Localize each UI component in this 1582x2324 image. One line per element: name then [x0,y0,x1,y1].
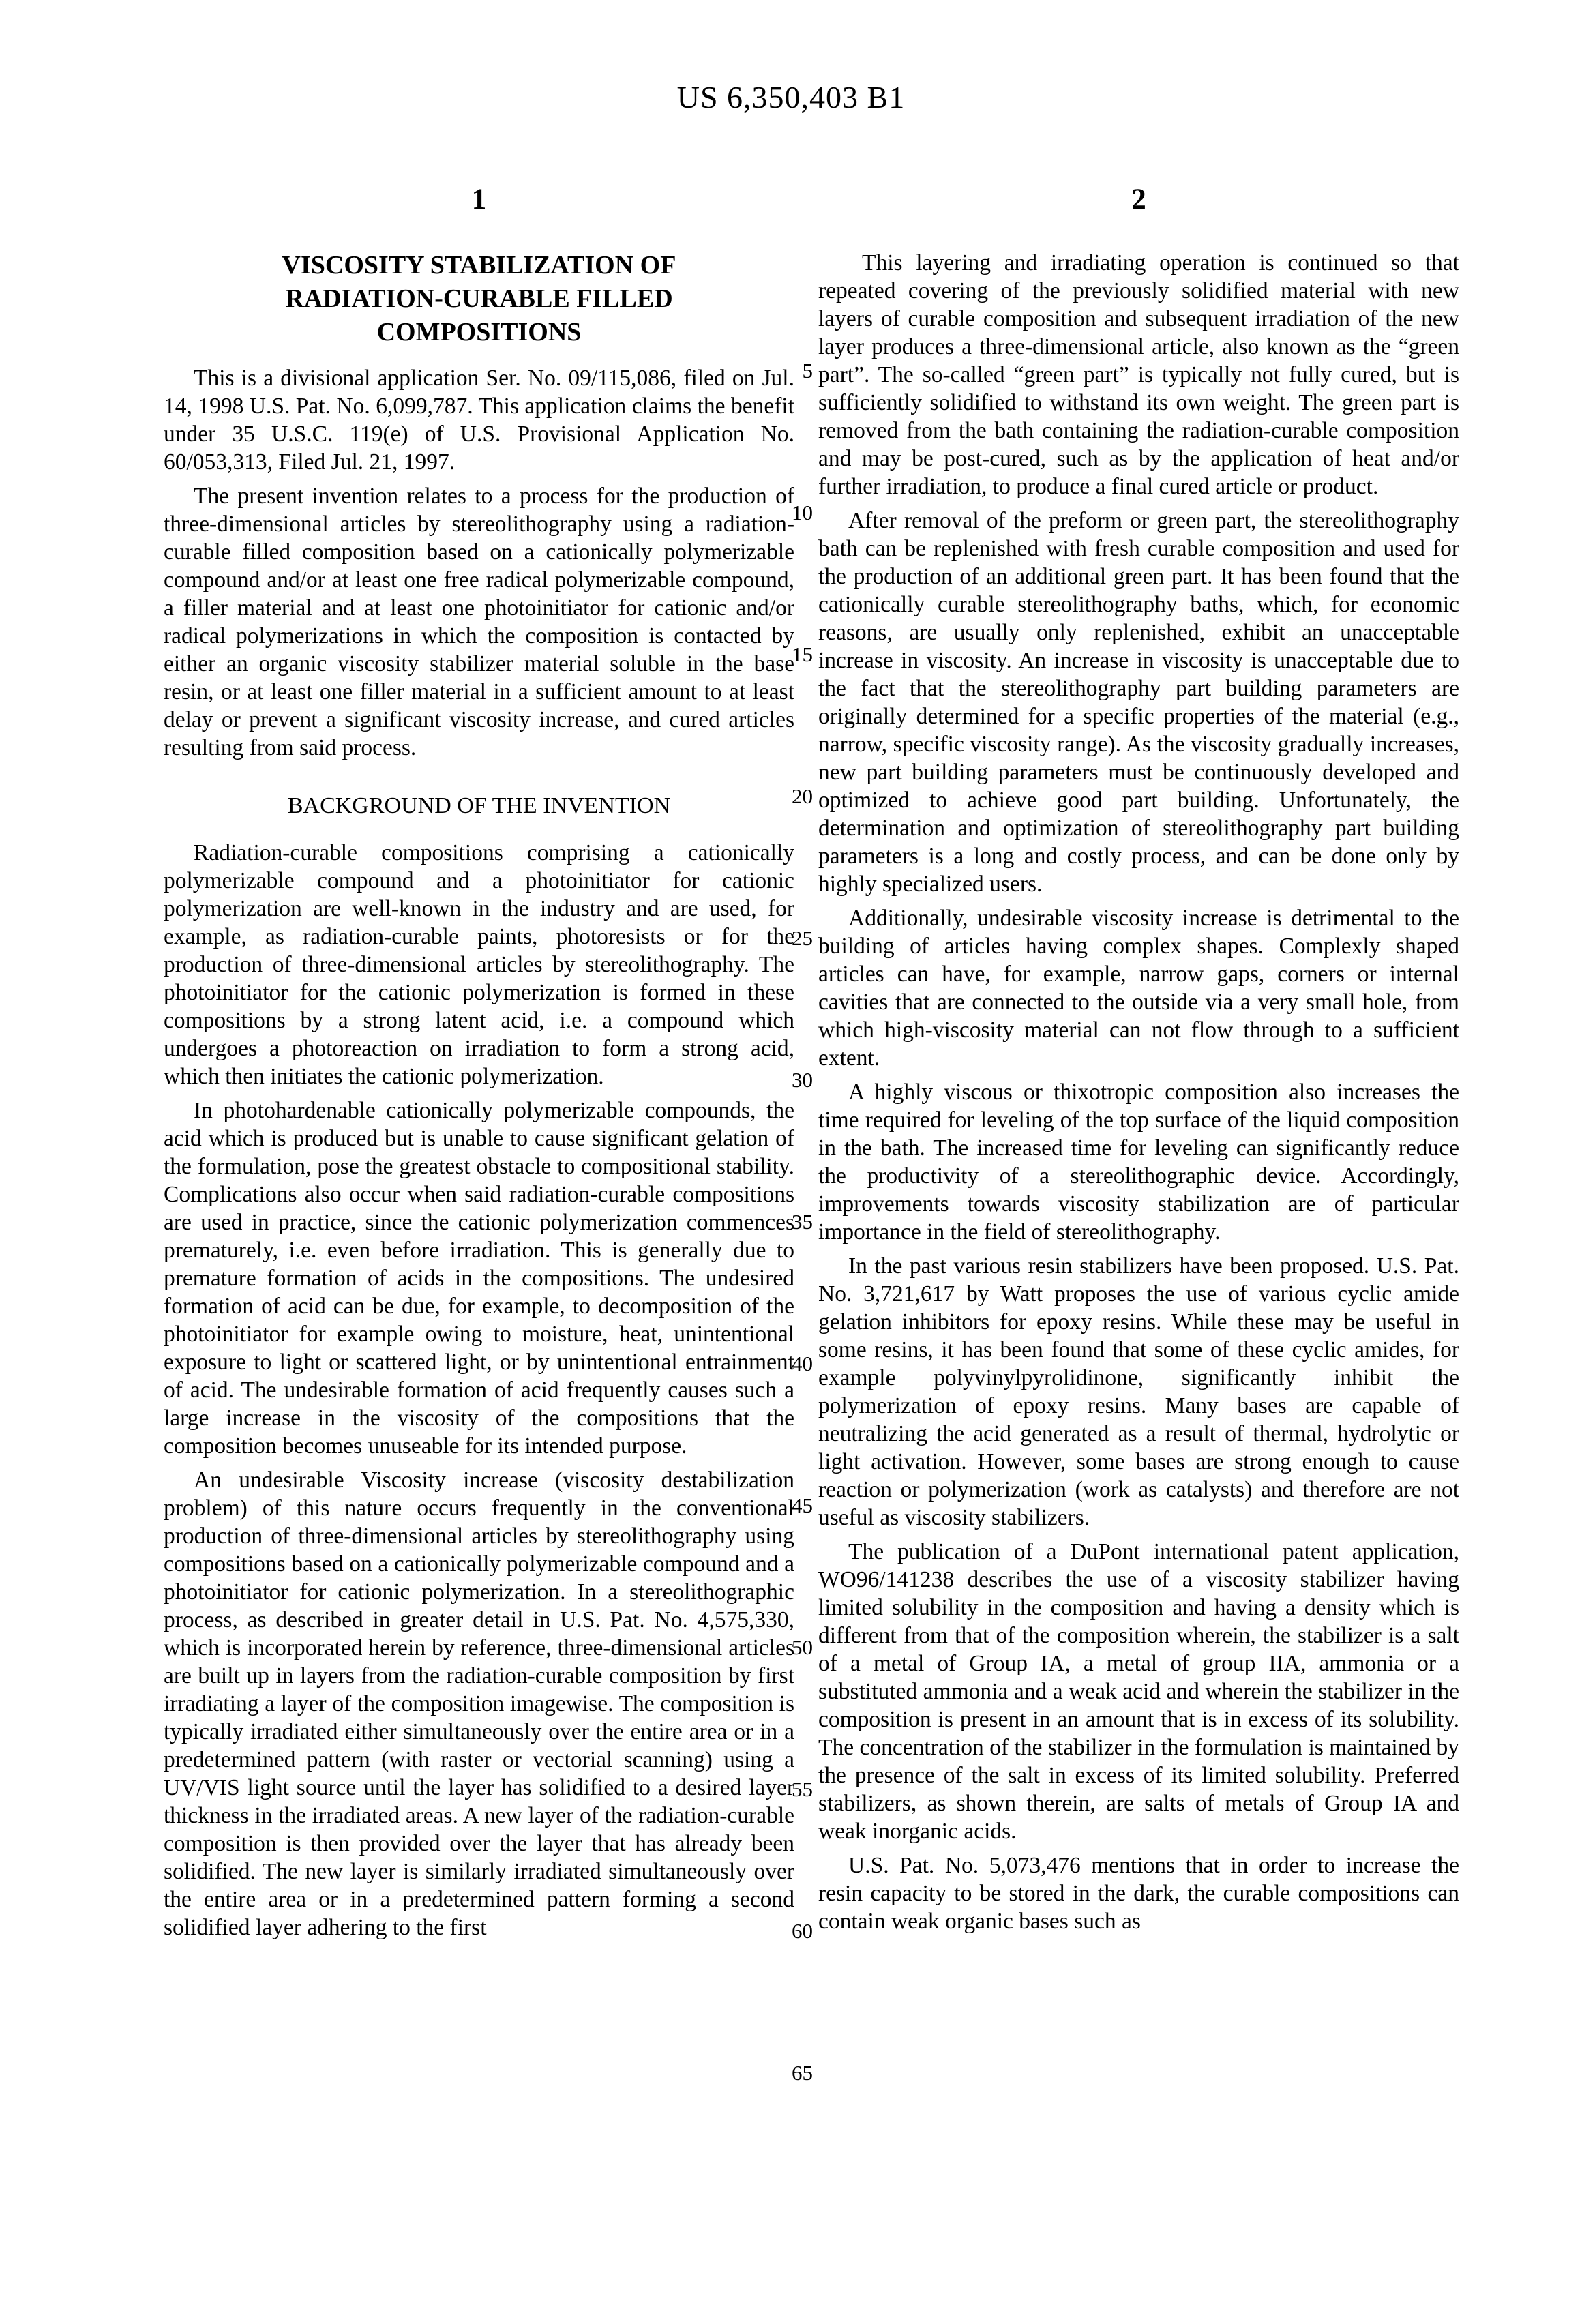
left-column [164,249,794,1941]
line-number: 10 [792,501,813,524]
line-number: 45 [792,1493,813,1517]
paragraph-viscosity-destabilization: An undesirable Viscosity increase (viscosity destabilization problem) of this nature occurs frequently in the conventional production of three-dimensional articles by stereolithography using compositions based on a cationically polymerizable compound and a photoinitiator for cationic polymerization. In a stereolithographic process, as described in greater detail in U.S. Pat. No. 4,575,330, which is incorporated herein by reference, three-dimensional articles are built up in layers from the radiation-curable composition by first irradiating a layer of the composition imagewise. The composition is typically irradiated either simultaneously over the entire area or in a predetermined pattern (with raster or vectorial scanning) using a UV/VIS light source until the layer has solidified to a desired layer thickness in the irradiated areas. A new layer of the radiation-curable composition is then provided over the layer that has already been solidified. The new layer is similarly irradiated simultaneously over the entire area or in a predetermined pattern forming a second solidified layer adhering to the first [164,1468,794,1940]
paragraph-divisional-application: This is a divisional application Ser. No. 09/115,086, filed on Jul. 14, 1998 U.S. Pat. No. 6,099,787. This application claims the benefit under 35 U.S.C. 119(e) of U.S. Provisional Application No. 60/053,313, Filed Jul. 21, 1997. [164,366,794,475]
line-number: 65 [792,2061,813,2085]
right-column [818,249,1459,1935]
paragraph-invention-summary: The present invention relates to a process for the production of three-dimensional articles by stereolithography using a radiation-curable filled composition based on a cationically polymerizable compound and/or at least one free radical polymerizable compound, a filler material and at least one photoinitiator for cationic and/or radical polymerizations in which the composition is contacted by either an organic viscosity stabilizer material soluble in the base resin, or at least one filler material in a sufficient amount to at least delay or prevent a significant viscosity increase, and cured articles resulting from said process. [164,483,794,760]
line-number: 20 [792,784,813,808]
patent-number-header: US 6,350,403 B1 [676,80,906,115]
paragraph-radiation-curable-compositions: Radiation-curable compositions comprising a cationically polymerizable compound and a photoinitiator for cationic polymerization are well-known in the industry and are used, for example, as radiation-curable paints, photoresists or for the production of three-dimensional articles by stereolithography. The photoinitiator for the cationic polymerization is formed in these compositions by a strong latent acid, i.e. a compound which undergoes a photoreaction on irradiation to form a strong acid, which then initiates the cationic polymerization. [164,840,794,1089]
line-number: 15 [792,642,813,666]
paragraph-dark-storage: U.S. Pat. No. 5,073,476 mentions that in order to increase the resin capacity to be stored in the dark, the curable compositions can contain weak organic bases such as [818,1853,1459,1934]
paragraph-dupont-application: The publication of a DuPont international patent application, WO96/141238 describes the use of a viscosity stabilizer having limited solubility in the composition and having a density which is different from that of the composition wherein, the stabilizer is a salt of a metal of Group IA, a metal of group IIA, ammonia or a substituted ammonia and a weak acid and wherein the stabilizer in the composition is present in an amount that is in excess of its solubility. The concentration of the stabilizer in the formulation is maintained by the presence of the salt in excess of its limited solubility. Preferred stabilizers, as shown therein, are salts of metals of Group IA and weak inorganic acids. [818,1539,1459,1844]
line-number: 25 [792,926,813,950]
paragraph-leveling-time: A highly viscous or thixotropic composition also increases the time required for leveling of the top surface of the liquid composition in the bath. The increased time for leveling can significantly reduce the productivity of a stereolithographic device. Accordingly, improvements towards viscosity stabilization are of particular importance in the field of stereolithography. [818,1079,1459,1245]
line-number: 60 [792,1919,813,1943]
column-number-2: 2 [1131,183,1146,215]
invention-title: VISCOSITY STABILIZATION OF RADIATION-CURABLE FILLED COMPOSITIONS [282,251,676,346]
paragraph-complex-shapes: Additionally, undesirable viscosity increase is detrimental to the building of articles having complex shapes. Complexly shaped articles can have, for example, narrow gaps, corners or internal cavities that are connected to the outside via a very small hole, from which high-viscosity material can not flow through to a sufficient extent. [818,906,1459,1071]
section-heading-background: BACKGROUND OF THE INVENTION [287,793,671,818]
line-number: 40 [792,1352,813,1375]
paragraph-photohardenable-compounds: In photohardenable cationically polymerizable compounds, the acid which is produced but is unable to cause significant gelation of the formulation, pose the greatest obstacle to compositional stability. Complications also occur when said radiation-curable compositions are used in practice, since the cationic polymerization commences prematurely, i.e. even before irradiation. This is generally due to premature formation of acids in the compositions. The undesired formation of acid can be due, for example, to decomposition of the photoinitiator for example owing to moisture, heat, unintentional exposure to light or scattered light, or by unintentional entrainment of acid. The undesirable formation of acid frequently causes such a large increase in the viscosity of the compositions that the composition becomes unuseable for its intended purpose. [164,1098,794,1459]
line-number: 30 [792,1068,813,1092]
line-number: 5 [802,359,813,383]
line-number: 55 [792,1777,813,1801]
line-number: 50 [792,1635,813,1659]
column-number-1: 1 [471,183,487,215]
paragraph-layering-operation: This layering and irradiating operation is continued so that repeated covering of the previously solidified material with new layers of curable composition and subsequent irradiation of the new layer produces a three-dimensional article, also known as the “green part”. The so-called “green part” is typically not fully cured, but is sufficiently solidified to withstand its own weight. The green part is removed from the bath containing the radiation-curable composition and may be post-cured, such as by the application of heat and/or further irradiation, to produce a final cured article or product. [818,250,1459,499]
line-number: 35 [792,1210,813,1234]
paragraph-prior-stabilizers: In the past various resin stabilizers have been proposed. U.S. Pat. No. 3,721,617 by Watt proposes the use of various cyclic amide gelation inhibitors for epoxy resins. While these may be useful in some resins, it has been found that some of these cyclic amides, for example polyvinylpyrolidinone, significantly inhibit the polymerization of epoxy resins. Many bases are capable of neutralizing the acid generated as a result of thermal, hydrolytic or light activation. However, some bases are strong enough to cause reaction or polymerization (work as catalysts) and therefore are not useful as viscosity stabilizers. [818,1253,1459,1530]
paragraph-bath-replenishment: After removal of the preform or green part, the stereolithography bath can be replenished with fresh curable composition and used for the production of an additional green part. It has been found that the cationically curable stereolithography baths, which, for economic reasons, are usually only replenished, exhibit an unacceptable increase in viscosity. An increase in viscosity is unacceptable due to the fact that the stereolithography part building parameters are originally determined for a specific properties of the material (e.g., narrow, specific viscosity range). As the viscosity gradually increases, new part building parameters must be continuously developed and optimized to achieve good part building. Unfortunately, the determination and optimization of stereolithography part building parameters is a long and costly process, and can be done only by highly specialized users. [818,508,1459,897]
